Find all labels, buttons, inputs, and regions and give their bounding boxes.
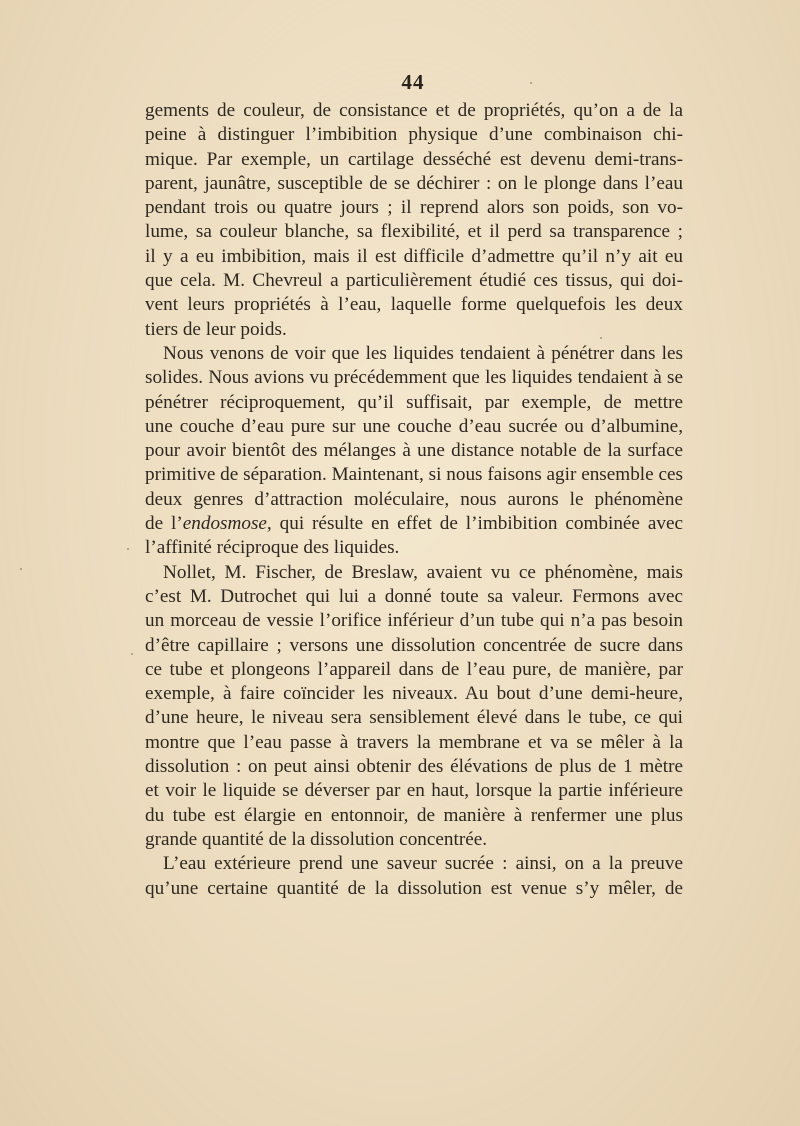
text-line: gements de couleur, de consistance et de propriétés, qu’on a de la [145,100,683,121]
text-line: l’affinité réciproque des liquides. [145,537,400,559]
text-line: mique. Par exemple, un cartilage desséché est devenu demi-trans- [145,148,683,170]
body-text [145,99,683,901]
text-line: montre que l’eau passe à travers la membrane et va se mêler à la [145,731,683,753]
text-line: L’eau extérieure prend une saveur sucrée : ainsi, on a la preuve [163,853,683,875]
text-line: deux genres d’attraction moléculaire, nous aurons le phénomène [145,488,683,510]
text-line: il y a eu imbibition, mais il est difficile d’admettre qu’il n’y ait eu [145,245,683,267]
paper-speck [20,568,22,570]
text-line: un morceau de vessie l’orifice inférieur d’un tube qui n’a pas besoin [145,610,683,632]
text-line: une couche d’eau pure sur une couche d’eau sucrée ou d’albumine, [145,415,683,437]
text-line: pénétrer réciproquement, qu’il suffisait, par exemple, de mettre [145,391,683,413]
text-line: exemple, à faire coïncider les niveaux. Au bout d’une demi-heure, [145,683,683,705]
text-segment: de l’ [145,513,183,535]
text-line [145,512,683,536]
paper-speck [530,82,532,84]
paper-speck [127,548,129,550]
paper-speck [131,653,133,655]
text-line: vent leurs propriétés à l’eau, laquelle forme quelquefois les deux [145,294,683,316]
text-line: ce tube et plongeons l’appareil dans de l’eau pure, de manière, par [145,658,683,680]
text-line: Nous venons de voir que les liquides tendaient à pénétrer dans les [163,342,683,364]
text-line: parent, jaunâtre, susceptible de se déchirer : on le plonge dans l’eau [145,172,683,194]
page-number: 44 [401,70,425,94]
text-line: grande quantité de la dissolution concentrée. [145,828,488,850]
text-line: peine à distinguer l’imbibition physique d’une combinaison chi- [145,124,683,146]
text-line: et voir le liquide se déverser par en haut, lorsque la partie inférieure [145,780,683,802]
text-line: du tube est élargie en entonnoir, de manière à renfermer une plus [145,804,683,826]
text-line: d’une heure, le niveau sera sensiblement élevé dans le tube, ce qui [145,707,683,729]
text-line: pendant trois ou quatre jours ; il reprend alors son poids, son vo- [145,197,683,219]
text-line: c’est M. Dutrochet qui lui a donné toute sa valeur. Fermons avec [145,585,683,607]
text-line: pour avoir bientôt des mélanges à une distance notable de la surface [145,440,683,462]
text-line: primitive de séparation. Maintenant, si nous faisons agir ensemble ces [145,464,683,486]
text-line: lume, sa couleur blanche, sa flexibilité, et il perd sa transparence ; [145,221,683,243]
text-line: qu’une certaine quantité de la dissolution est venue s’y mêler, de [145,877,683,899]
italic-term: endosmose, [182,513,272,535]
text-line: que cela. M. Chevreul a particulièrement étudié ces tissus, qui doi- [145,270,683,292]
text-line: solides. Nous avions vu précédemment que les liquides tendaient à se [145,367,683,389]
text-line: Nollet, M. Fischer, de Breslaw, avaient vu ce phénomène, mais [163,561,683,583]
text-segment: qui résulte en effet de l’imbibition combinée avec [271,513,683,535]
text-line: d’être capillaire ; versons une dissolution concentrée de sucre dans [145,634,683,656]
text-line: tiers de leur poids. [145,318,287,340]
paper-speck [600,337,602,339]
text-line: dissolution : on peut ainsi obtenir des élévations de plus de 1 mètre [145,756,683,778]
